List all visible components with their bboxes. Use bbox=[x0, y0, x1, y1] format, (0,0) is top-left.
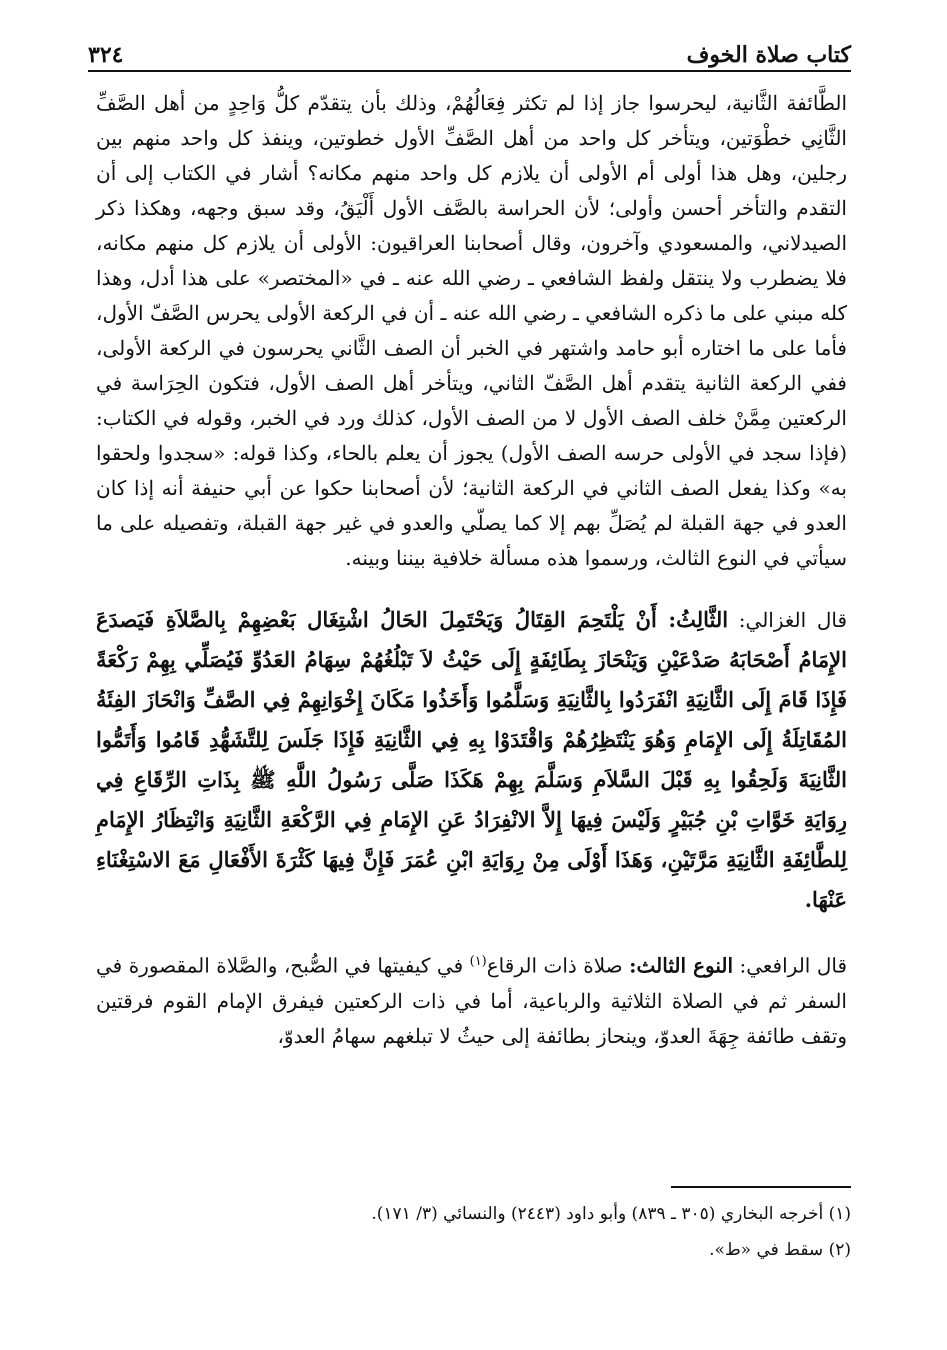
footnote-divider bbox=[671, 1186, 851, 1188]
ghazali-paragraph bbox=[96, 600, 847, 920]
header-divider bbox=[88, 70, 851, 72]
matn-text: الثَّالِثُ: أَنْ يَلْتَحِمَ القِتَالُ وَيَحْتَمِلَ الحَالُ اشْتِغَال بَعْضِهِمْ بِالصَّلاَةِ فَيَصدَعَ الإِمَامُ أَصْحَابَهُ صَدْعَيْنِ وَيَنْحَازَ بِطَائِفَةٍ إِلَى حَيْثُ لاَ تَبْلُغُهُمْ سِهَامُ العَدُوِّ فَيُصَلِّي بِهِمْ رَكْعَةً فَإِذَا قَامَ إِلَى الثَّانِيَةِ انْفَرَدُوا بِالثَّانِيَةِ وَسَلَّمُوا وَأَخَذُوا مَكَانَ إِخْوَانِهِمْ فِي الصَّفِّ وَانْحَازَ الفِئَةُ المُقَاتِلَةُ إِلَى الإِمَامِ وَهُوَ يَنْتَظِرُهُمْ وَاقْتَدَوْا بِهِ فِي الثَّانِيَةِ فَإِذَا جَلَسَ لِلتَّشَهُّدِ قَامُوا وَأَتَمُّوا الثَّانِيَةَ وَلَحِقُوا بِهِ قَبْلَ السَّلاَمِ وَسَلَّمَ بِهِمْ هَكَذَا صَلَّى رَسُولُ اللَّهِ ﷺ بِذَاتِ الرِّقَاعِ فِي رِوَايَةِ خَوَّاتِ بْنِ جُبَيْرٍ وَلَيْسَ فِيهَا إِلاَّ الانْفِرَادُ عَنِ الإِمَامِ فِي الرَّكْعَةِ الثَّانِيَةِ وَانْتِظَارُ الإِمَامِ لِلطَّائِفَةِ الثَّانِيَةِ مَرَّتَيْنِ، وَهَذَا أَوْلَى مِنْ رِوَايَةِ ابْنِ عُمَرَ فَإِنَّ فِيهَا كَثْرَةَ الأَفْعَالِ مَعَ الاسْتِغْنَاءِ عَنْهَا. bbox=[96, 607, 847, 912]
running-header bbox=[88, 28, 851, 68]
page-number: ٣٢٤ bbox=[88, 42, 124, 68]
main-text bbox=[96, 86, 847, 1054]
section-title: صلاة ذات الرقاع bbox=[486, 953, 623, 978]
section-heading: النوع الثالث: bbox=[629, 953, 734, 978]
footnote-2: (٢) سقط في «ط». bbox=[709, 1240, 851, 1260]
footnote-1: (١) أخرجه البخاري (٣٠٥ ـ ٨٣٩) وأبو داود (٢٤٤٣) والنسائي (٣/ ١٧١). bbox=[371, 1204, 851, 1224]
rafii-paragraph bbox=[96, 944, 847, 1054]
commentary-paragraph bbox=[96, 86, 847, 576]
commentary-text: الطَّائفة الثَّانية، ليحرسوا جاز إذا لم تكثر فِعَالُهُمْ، وذلك بأن يتقدّم كلُّ وَاحِدٍ من أهل الصَّفِّ الثَّانِي خطْوَتين، ويتأخر كل واحد من أهل الصَّفِّ الأول خطوتين، وينفذ كل واحد منهم بين رجلين، وهل هذا أولى أم الأولى أن يلازم كل واحد منهم مكانه؟ أشار في الكتاب إلى أن التقدم والتأخر أحسن وأولى؛ لأن الحراسة بالصَّف الأول أَلْيَقُ، وقد سبق وجهه، وهكذا ذكر الصيدلاني، والمسعودي وآخرون، وقال أصحابنا العراقيون: الأولى أن يلازم كل منهم مكانه، فلا يضطرب ولا ينتقل ولفظ الشافعي ـ رضي الله عنه ـ في «المختصر» على هذا أدل، وهذا كله مبني على ما ذكره الشافعي ـ رضي الله عنه ـ أن في الركعة الأولى يحرس الصَّفّ الأول، فأما على ما اختاره أبو حامد واشتهر في الخبر أن الصف الثَّاني يحرسون في الركعة الأولى، ففي الركعة الثانية يتقدم أهل الصَّفّ الثاني، ويتأخر أهل الصف الأول، فتكون الحِرَاسة في الركعتين مِمَّنْ خلف الصف الأول لا من الصف الأول، كذلك ورد في الخبر، وقوله في الكتاب: (فإذا سجد في الأولى حرسه الصف الأول) يجوز أن يعلم بالحاء، وكذا قوله: «سجدوا ولحقوا به» وكذا يفعل الصف الثاني في الركعة الثانية؛ لأن أصحابنا حكوا عن أبي حنيفة أنه إذا كان العدو في جهة القبلة لم يُصَلِّ بهم إلا كما يصلّي والعدو في غير جهة القبلة، وتفصيله على ما سيأتي في النوع الثالث، ورسموا هذه مسألة خلافية بيننا وبينه. bbox=[96, 91, 847, 570]
book-title: كتاب صلاة الخوف bbox=[686, 42, 851, 68]
footnote-reference: (١) bbox=[469, 954, 487, 969]
rafii-text: في كيفيتها في الصُّبح، والصَّلاة المقصورة في السفر ثم في الصلاة الثلاثية والرباعية، أما في ذات الركعتين فيفرق الإمام القوم فرقتين وتقف طائفة جِهَةَ العدوّ، وينحاز بطائفة إلى حيثُ لا تبلغهم سهامُ العدوّ، bbox=[96, 953, 847, 1048]
footnotes bbox=[96, 1196, 851, 1268]
speaker-label: قال الغزالي: bbox=[738, 608, 847, 632]
speaker-label: قال الرافعي: bbox=[739, 953, 848, 978]
